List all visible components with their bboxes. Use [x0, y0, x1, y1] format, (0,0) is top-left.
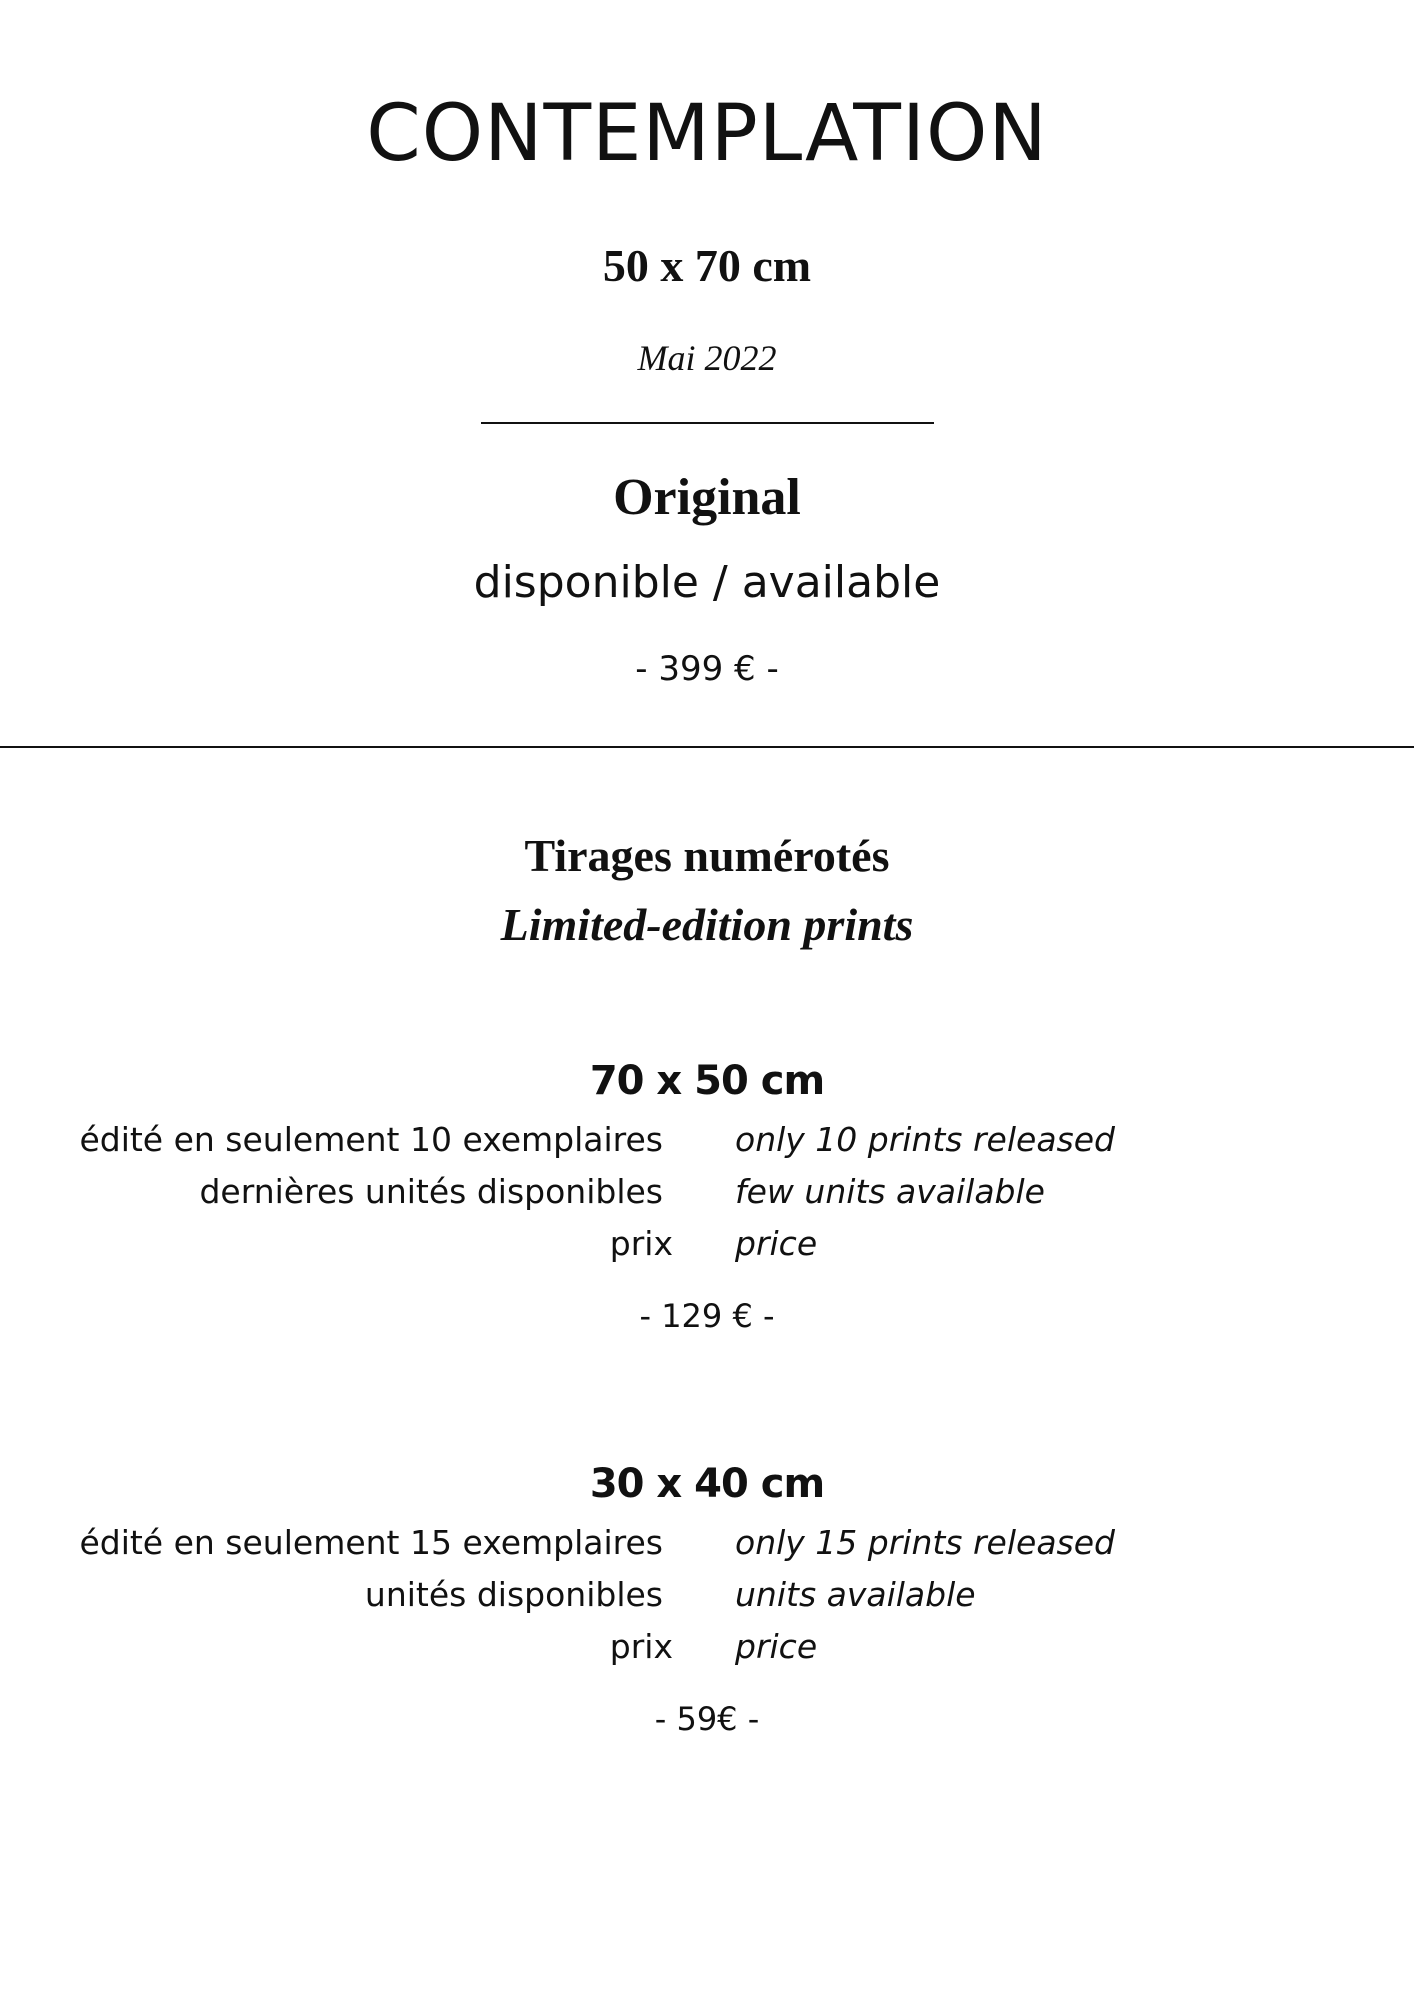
edition-price: - 59€ -: [654, 1700, 760, 1738]
edition-row-en: few units available: [735, 1172, 1045, 1211]
edition-price: - 129 € -: [639, 1297, 775, 1335]
edition-row-en: price: [735, 1627, 818, 1666]
original-availability: disponible / available: [473, 557, 941, 608]
artwork-title: CONTEMPLATION: [366, 89, 1048, 179]
edition-row-fr: unités disponibles: [364, 1575, 663, 1614]
divider-short: [481, 422, 934, 424]
edition-size-title: 70 x 50 cm: [589, 1058, 825, 1104]
edition-size-title: 30 x 40 cm: [589, 1461, 825, 1507]
original-heading: Original: [613, 469, 801, 526]
editions-heading-en: Limited-edition prints: [500, 899, 914, 950]
edition-row-fr: prix: [609, 1627, 673, 1666]
artwork-dimensions: 50 x 70 cm: [602, 240, 812, 291]
edition-row-fr: édité en seulement 15 exemplaires: [79, 1523, 663, 1562]
original-price: - 399 € -: [635, 649, 779, 689]
divider-full: [0, 746, 1414, 748]
edition-row-fr: prix: [609, 1224, 673, 1263]
artwork-date: Mai 2022: [637, 338, 777, 378]
edition-row-en: only 15 prints released: [735, 1523, 1115, 1562]
edition-row-en: only 10 prints released: [735, 1120, 1115, 1159]
edition-row-en: units available: [735, 1575, 976, 1614]
editions-heading-fr: Tirages numérotés: [524, 830, 890, 881]
edition-row-fr: édité en seulement 10 exemplaires: [79, 1120, 663, 1159]
edition-row-fr: dernières unités disponibles: [199, 1172, 663, 1211]
edition-row-en: price: [735, 1224, 818, 1263]
